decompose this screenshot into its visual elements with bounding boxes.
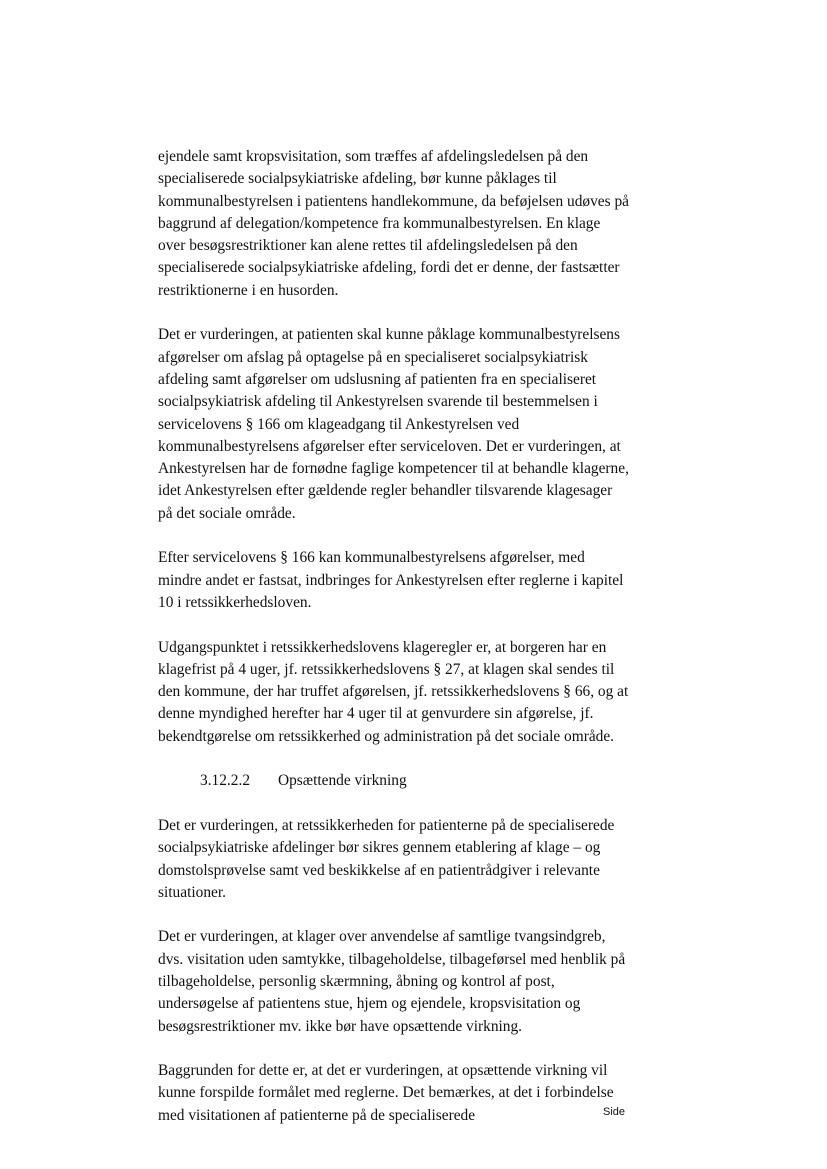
text-line: socialpsykiatrisk afdeling til Ankestyrelsen svarende til bestemmelsen i <box>158 393 598 411</box>
text-line: specialiserede socialpsykiatriske afdeling, bør kunne påklages til <box>158 170 557 188</box>
text-line: servicelovens § 166 om klageadgang til Ankestyrelsen ved <box>158 415 520 433</box>
paragraph-5 <box>158 815 678 904</box>
text-line: baggrund af delegation/kompetence fra kommunalbestyrelsen. En klage <box>158 214 601 232</box>
text-line: Udgangspunktet i retssikkerhedslovens klageregler er, at borgeren har en <box>158 638 607 656</box>
text-line: over besøgsrestriktioner kan alene rettes til afdelingsledelsen på den <box>158 237 578 255</box>
text-line: den kommune, der har truffet afgørelsen, jf. retssikkerhedslovens § 66, og at <box>158 683 629 701</box>
text-line: situationer. <box>158 883 226 901</box>
text-line: idet Ankestyrelsen efter gældende regler behandler tilsvarende klagesager <box>158 482 613 500</box>
text-line: kommunalbestyrelsen i patientens handlekommune, da beføjelsen udøves på <box>158 192 629 210</box>
section-number: 3.12.2.2 <box>200 772 251 790</box>
text-line: mindre andet er fastsat, indbringes for Ankestyrelsen efter reglerne i kapitel <box>158 571 624 589</box>
text-line: afgørelser om afslag på optagelse på en specialiseret socialpsykiatrisk <box>158 348 588 366</box>
text-line: socialpsykiatriske afdelinger bør sikres gennem etablering af klage – og <box>158 839 601 857</box>
text-line: afdeling samt afgørelser om udslusning af patienten fra en specialiseret <box>158 370 597 388</box>
section-heading <box>158 770 678 792</box>
text-line: restriktionerne i en husorden. <box>158 281 339 299</box>
text-line: Efter servicelovens § 166 kan kommunalbestyrelsens afgørelser, med <box>158 549 585 567</box>
text-line: ejendele samt kropsvisitation, som træffes af afdelingsledelsen på den <box>158 148 589 165</box>
paragraph-2 <box>158 324 678 525</box>
text-line: Det er vurderingen, at patienten skal kunne påklage kommunalbestyrelsens <box>158 326 620 344</box>
text-line: domstolsprøvelse samt ved beskikkelse af en patientrådgiver i relevante <box>158 861 600 879</box>
page-footer-label: Side <box>603 1106 626 1118</box>
text-line: på det sociale område. <box>158 504 296 522</box>
paragraph-6 <box>158 926 678 1037</box>
text-line: 10 i retssikkerhedsloven. <box>158 593 312 611</box>
text-line: undersøgelse af patientens stue, hjem og ejendele, kropsvisitation og <box>158 995 581 1013</box>
text-line: kommunalbestyrelsens afgørelser efter serviceloven. Det er vurderingen, at <box>158 437 621 455</box>
text-line: Baggrunden for dette er, at det er vurderingen, at opsættende virkning vil <box>158 1062 608 1080</box>
text-line: dvs. visitation uden samtykke, tilbageholdelse, tilbageførsel med henblik på <box>158 950 626 968</box>
paragraph-4 <box>158 637 678 748</box>
text-line: Det er vurderingen, at klager over anvendelse af samtlige tvangsindgreb, <box>158 928 606 946</box>
text-line: Det er vurderingen, at retssikkerheden for patienterne på de specialiserede <box>158 816 615 834</box>
paragraph-7 <box>158 1060 678 1127</box>
text-line: bekendtgørelse om retssikkerhed og administration på det sociale område. <box>158 727 615 745</box>
text-line: specialiserede socialpsykiatriske afdeling, fordi det er denne, der fastsætter <box>158 259 620 277</box>
text-line: Ankestyrelsen har de fornødne faglige kompetencer til at behandle klagerne, <box>158 460 629 478</box>
text-line: tilbageholdelse, personlig skærmning, åbning og kontrol af post, <box>158 972 555 990</box>
text-line: med visitationen af patienterne på de specialiserede <box>158 1106 476 1124</box>
paragraph-1 <box>158 146 678 302</box>
text-line: denne myndighed herefter har 4 uger til at genvurdere sin afgørelse, jf. <box>158 705 594 723</box>
text-line: klagefrist på 4 uger, jf. retssikkerhedslovens § 27, at klagen skal sendes til <box>158 660 615 678</box>
document-body <box>158 146 678 1149</box>
text-line: kunne forspilde formålet med reglerne. Det bemærkes, at det i forbindelse <box>158 1084 614 1102</box>
text-line: besøgsrestriktioner mv. ikke bør have opsættende virkning. <box>158 1017 523 1035</box>
section-title: Opsættende virkning <box>278 772 407 790</box>
paragraph-3 <box>158 547 678 614</box>
